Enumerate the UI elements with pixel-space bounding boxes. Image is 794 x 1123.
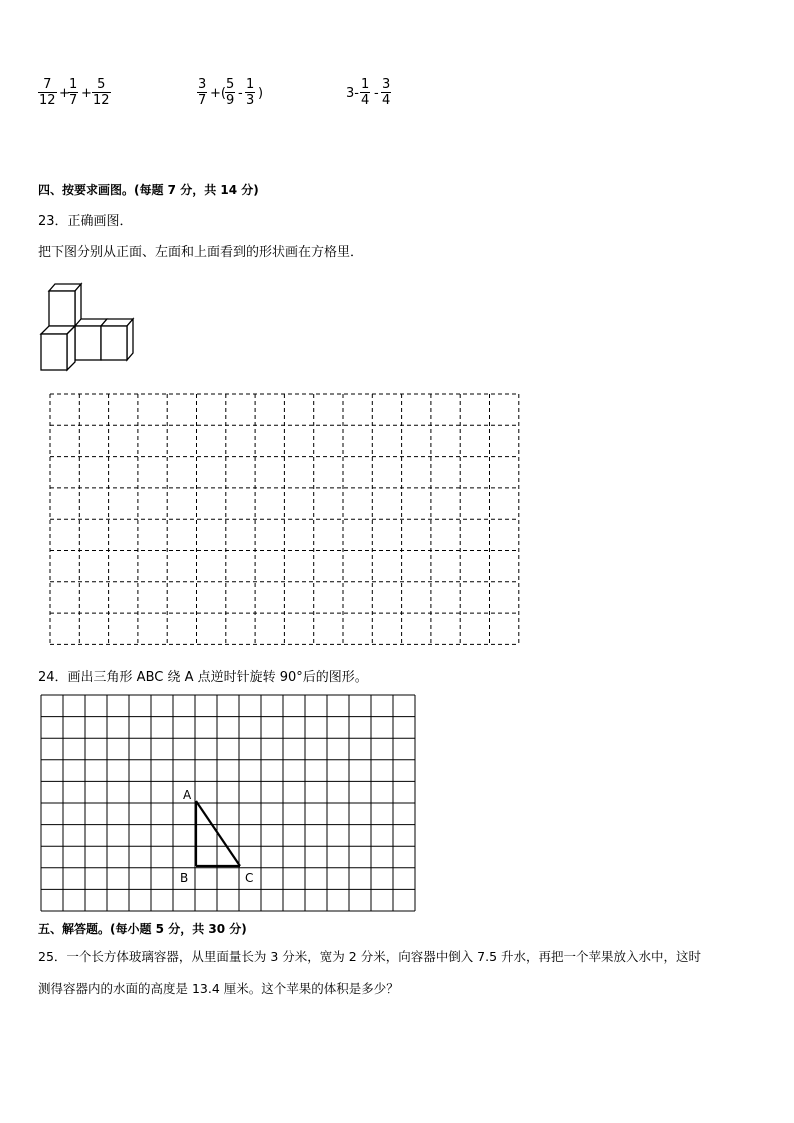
operator: +: [59, 86, 70, 101]
fraction: 3 7: [198, 77, 207, 108]
point-label-c: C: [245, 871, 254, 885]
fraction: 7 12: [39, 77, 56, 108]
fraction: 5 12: [93, 77, 110, 108]
operator: +(: [210, 86, 226, 101]
fraction: 1 7: [69, 77, 78, 108]
section-heading: 五、解答题。(每小题 5 分，共 30 分): [38, 922, 247, 936]
question-text: 测得容器内的水面的高度是 13.4 厘米。这个苹果的体积是多少？: [38, 981, 399, 996]
operator: +: [81, 86, 92, 101]
fraction: 1 3: [246, 77, 255, 108]
question-title: 23．正确画图．: [38, 214, 133, 229]
question-text: 25．一个长方体玻璃容器，从里面量长为 3 分米，宽为 2 分米，向容器中倒入 7.5 升水，再把一个苹果放入水中，这时: [38, 949, 702, 964]
question-text: 把下图分别从正面、左面和上面看到的形状画在方格里．: [38, 245, 364, 260]
fraction: 3 4: [382, 77, 391, 108]
point-label-b: B: [180, 871, 189, 885]
triangle-abc: [196, 801, 240, 866]
section-heading: 四、按要求画图。(每题 7 分，共 14 分): [38, 183, 259, 197]
fraction: 1 4: [361, 77, 370, 108]
operator: -: [374, 86, 379, 101]
fraction: 5 9: [226, 77, 235, 108]
question-text: 24．画出三角形 ABC 绕 A 点逆时针旋转 90°后的图形。: [38, 670, 368, 685]
point-label-a: A: [183, 788, 192, 802]
operator: ): [258, 86, 264, 101]
operator: -: [238, 86, 243, 101]
operator: 3-: [346, 86, 359, 101]
